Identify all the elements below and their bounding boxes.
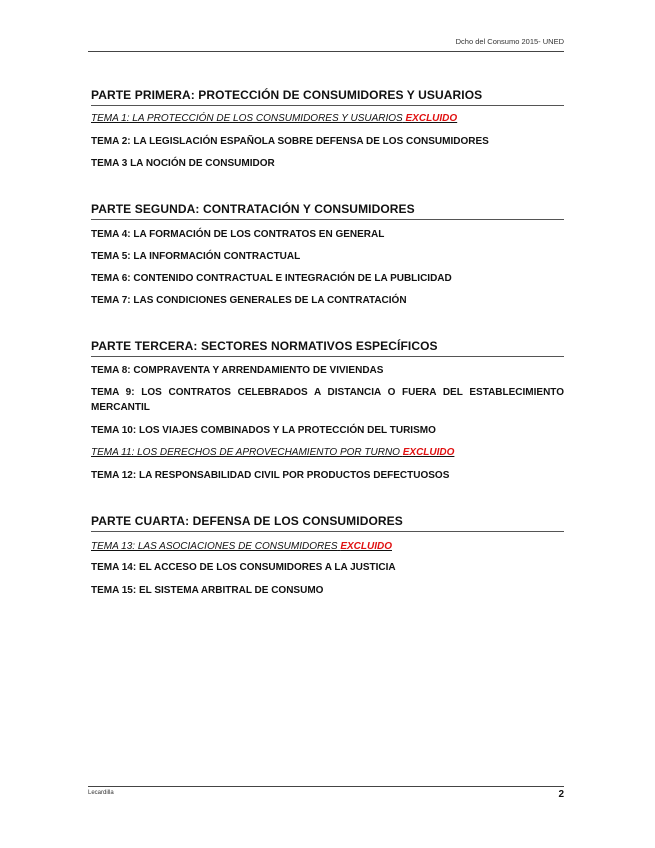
running-header: Dcho del Consumo 2015- UNED <box>455 37 564 46</box>
topic-11: TEMA 11: LOS DERECHOS DE APROVECHAMIENTO POR TURNO EXCLUIDO <box>91 447 455 458</box>
topic-6: TEMA 6: CONTENIDO CONTRACTUAL E INTEGRACIÓN DE LA PUBLICIDAD <box>91 273 452 284</box>
part-heading: PARTE CUARTA: DEFENSA DE LOS CONSUMIDORES <box>91 514 564 532</box>
topic-14: TEMA 14: EL ACCESO DE LOS CONSUMIDORES A LA JUSTICIA <box>91 562 396 573</box>
topic-5: TEMA 5: LA INFORMACIÓN CONTRACTUAL <box>91 251 301 262</box>
footer-author: Lecardilla <box>88 790 114 796</box>
page-number: 2 <box>558 789 564 800</box>
topic-9: TEMA 9: LOS CONTRATOS CELEBRADOS A DISTANCIA O FUERA DEL ESTABLECIMIENTO MERCANTIL <box>91 387 564 413</box>
excluded-tag: EXCLUIDO <box>340 541 392 552</box>
topic-3: TEMA 3 LA NOCIÓN DE CONSUMIDOR <box>91 158 275 169</box>
topic-8: TEMA 8: COMPRAVENTA Y ARRENDAMIENTO DE VIVIENDAS <box>91 365 384 376</box>
topic-7: TEMA 7: LAS CONDICIONES GENERALES DE LA CONTRATACIÓN <box>91 295 407 306</box>
topic-15: TEMA 15: EL SISTEMA ARBITRAL DE CONSUMO <box>91 585 324 596</box>
topic-10: TEMA 10: LOS VIAJES COMBINADOS Y LA PROTECCIÓN DEL TURISMO <box>91 425 436 436</box>
topic-1: TEMA 1: LA PROTECCIÓN DE LOS CONSUMIDORES Y USUARIOS EXCLUIDO <box>91 113 458 124</box>
excluded-tag: EXCLUIDO <box>405 113 458 124</box>
topic-2: TEMA 2: LA LEGISLACIÓN ESPAÑOLA SOBRE DEFENSA DE LOS CONSUMIDORES <box>91 136 489 147</box>
footer-rule <box>88 786 564 787</box>
part-heading: PARTE PRIMERA: PROTECCIÓN DE CONSUMIDORES Y USUARIOS <box>91 88 564 106</box>
topic-13: TEMA 13: LAS ASOCIACIONES DE CONSUMIDORES EXCLUIDO <box>91 541 392 552</box>
topic-12: TEMA 12: LA RESPONSABILIDAD CIVIL POR PRODUCTOS DEFECTUOSOS <box>91 470 450 481</box>
topic-4: TEMA 4: LA FORMACIÓN DE LOS CONTRATOS EN GENERAL <box>91 229 385 240</box>
excluded-tag: EXCLUIDO <box>402 447 455 458</box>
part-heading: PARTE SEGUNDA: CONTRATACIÓN Y CONSUMIDORES <box>91 202 564 220</box>
part-heading: PARTE TERCERA: SECTORES NORMATIVOS ESPECÍFICOS <box>91 339 564 357</box>
header-rule <box>88 51 564 52</box>
